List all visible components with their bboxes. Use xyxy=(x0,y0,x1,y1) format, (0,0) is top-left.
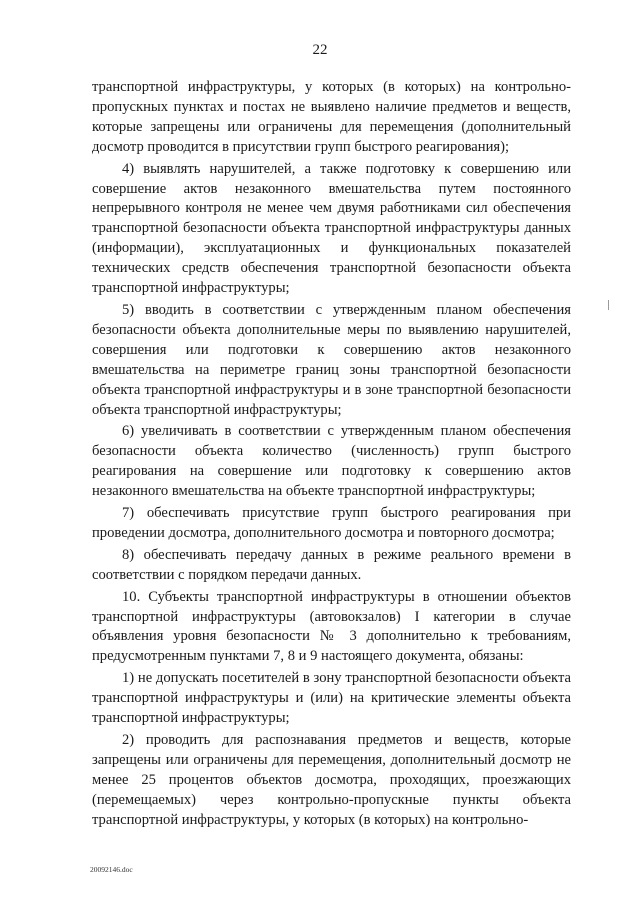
paragraph-item-1: 1) не допускать посетителей в зону транспортной безопасности объекта транспортной инфраструктуры и (или) на критические элементы объекта транспортной инфраструктуры; xyxy=(92,670,571,727)
paragraph-item-4: 4) выявлять нарушителей, а также подготовку к совершению или совершение актов незаконного вмешательства путем постоянного непрерывного контроля не менее чем двумя работниками сил обеспечения транспортной безопасности объекта транспортной инфраструктуры данных (информации), эксплуатационных и функциональных показателей технических средств обеспечения транспортной безопасности объекта транспортной инфраструктуры; xyxy=(92,160,571,297)
paragraph-item-8: 8) обеспечивать передачу данных в режиме реального времени в соответствии с порядком передачи данных. xyxy=(92,546,571,583)
page-number: 22 xyxy=(312,42,328,58)
paragraph-section-10: 10. Субъекты транспортной инфраструктуры в отношении объектов транспортной инфраструктуры (автовокзалов) I категории в случае объявления уровня безопасности № 3 дополнительно к требованиям, предусмотренным пунктами 7, 8 и 9 настоящего документа, обязаны: xyxy=(92,588,571,665)
paragraph-continuation: транспортной инфраструктуры, у которых (в которых) на контрольно-пропускных пунктах и постах не выявлено наличие предметов и веществ, которые запрещены или ограничены для перемещения (дополнительный досмотр проводится в присутствии групп быстрого реагирования); xyxy=(92,79,571,155)
paragraph-item-6: 6) увеличивать в соответствии с утвержденным планом обеспечения безопасности объекта количество (численность) групп быстрого реагирования на совершение или подготовку к совершению актов незаконного вмешательства на объекте транспортной инфраструктуры; xyxy=(92,423,571,500)
paragraph-item-5: 5) вводить в соответствии с утвержденным планом обеспечения безопасности объекта дополнительные меры по выявлению нарушителей, совершения или подготовки к совершению актов незаконного вмешательства на периметре границ зоны транспортной безопасности объекта транспортной инфраструктуры и в зоне транспортной безопасности объекта транспортной инфраструктуры; xyxy=(92,301,571,418)
paragraph-item-2: 2) проводить для распознавания предметов и веществ, которые запрещены или ограничены для перемещения, дополнительный досмотр не менее 25 процентов объектов досмотра, проходящих, проезжающих (перемещаемых) через контрольно-пропускные пункты объекта транспортной инфраструктуры, у которых (в которых) на контрольно- xyxy=(92,732,571,828)
paragraph-item-7: 7) обеспечивать присутствие групп быстрого реагирования при проведении досмотра, дополнительного досмотра и повторного досмотра; xyxy=(92,505,571,541)
document-body xyxy=(92,78,571,831)
scan-edge-mark xyxy=(608,300,609,310)
file-name-footer: 20092146.doc xyxy=(90,865,133,874)
